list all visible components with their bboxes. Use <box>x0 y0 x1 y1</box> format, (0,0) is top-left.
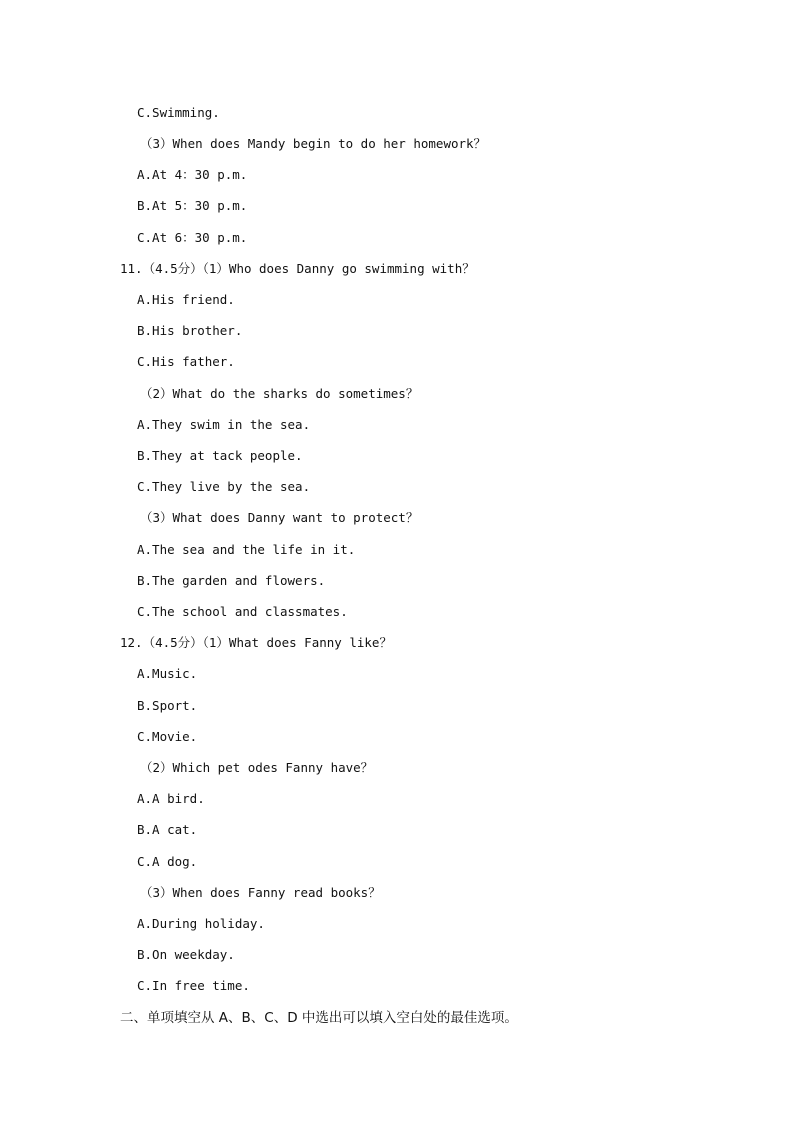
q12-part3-prompt: （3）When does Fanny read books？ <box>140 885 381 900</box>
q10-part3-option-a: A.At 4：30 p.m. <box>137 167 248 182</box>
q12-part1-option-a: A.Music. <box>137 666 198 681</box>
q11-part2-option-b: B.They at tack people. <box>137 448 303 463</box>
q10-part3-option-b: B.At 5：30 p.m. <box>137 198 248 213</box>
q10-part2-option-c: C.Swimming. <box>137 105 220 120</box>
q12-part1-option-c: C.Movie. <box>137 729 198 744</box>
q11-part3-prompt: （3）What does Danny want to protect？ <box>140 510 419 525</box>
q11-part2-option-a: A.They swim in the sea. <box>137 417 311 432</box>
q12-part3-option-c: C.In free time. <box>137 978 250 993</box>
q12-part2-prompt: （2）Which pet odes Fanny have？ <box>140 760 374 775</box>
q10-part3-option-c: C.At 6：30 p.m. <box>137 230 248 245</box>
q12-part3-option-a: A.During holiday. <box>137 916 265 931</box>
q11-heading: 11.（4.5分）（1）Who does Danny go swimming with？ <box>120 261 475 276</box>
q11-part3-option-b: B.The garden and flowers. <box>137 573 326 588</box>
q11-part1-option-b: B.His brother. <box>137 323 243 338</box>
q11-part1-option-a: A.His friend. <box>137 292 235 307</box>
section-2-heading: 二、单项填空从 A、B、C、D 中选出可以填入空白处的最佳选项。 <box>120 1010 518 1026</box>
q12-heading: 12.（4.5分）（1）What does Fanny like？ <box>120 635 392 650</box>
q11-part3-option-c: C.The school and classmates. <box>137 604 348 619</box>
q12-part1-option-b: B.Sport. <box>137 698 198 713</box>
q11-part3-option-a: A.The sea and the life in it. <box>137 542 356 557</box>
q12-part3-option-b: B.On weekday. <box>137 947 235 962</box>
q11-part2-prompt: （2）What do the sharks do sometimes？ <box>140 386 419 401</box>
q12-part2-option-a: A.A bird. <box>137 791 205 806</box>
q11-part1-option-c: C.His father. <box>137 354 235 369</box>
q12-part2-option-b: B.A cat. <box>137 822 198 837</box>
q12-part2-option-c: C.A dog. <box>137 854 198 869</box>
q10-part3-prompt: （3）When does Mandy begin to do her homework？ <box>140 136 487 151</box>
q11-part2-option-c: C.They live by the sea. <box>137 479 311 494</box>
